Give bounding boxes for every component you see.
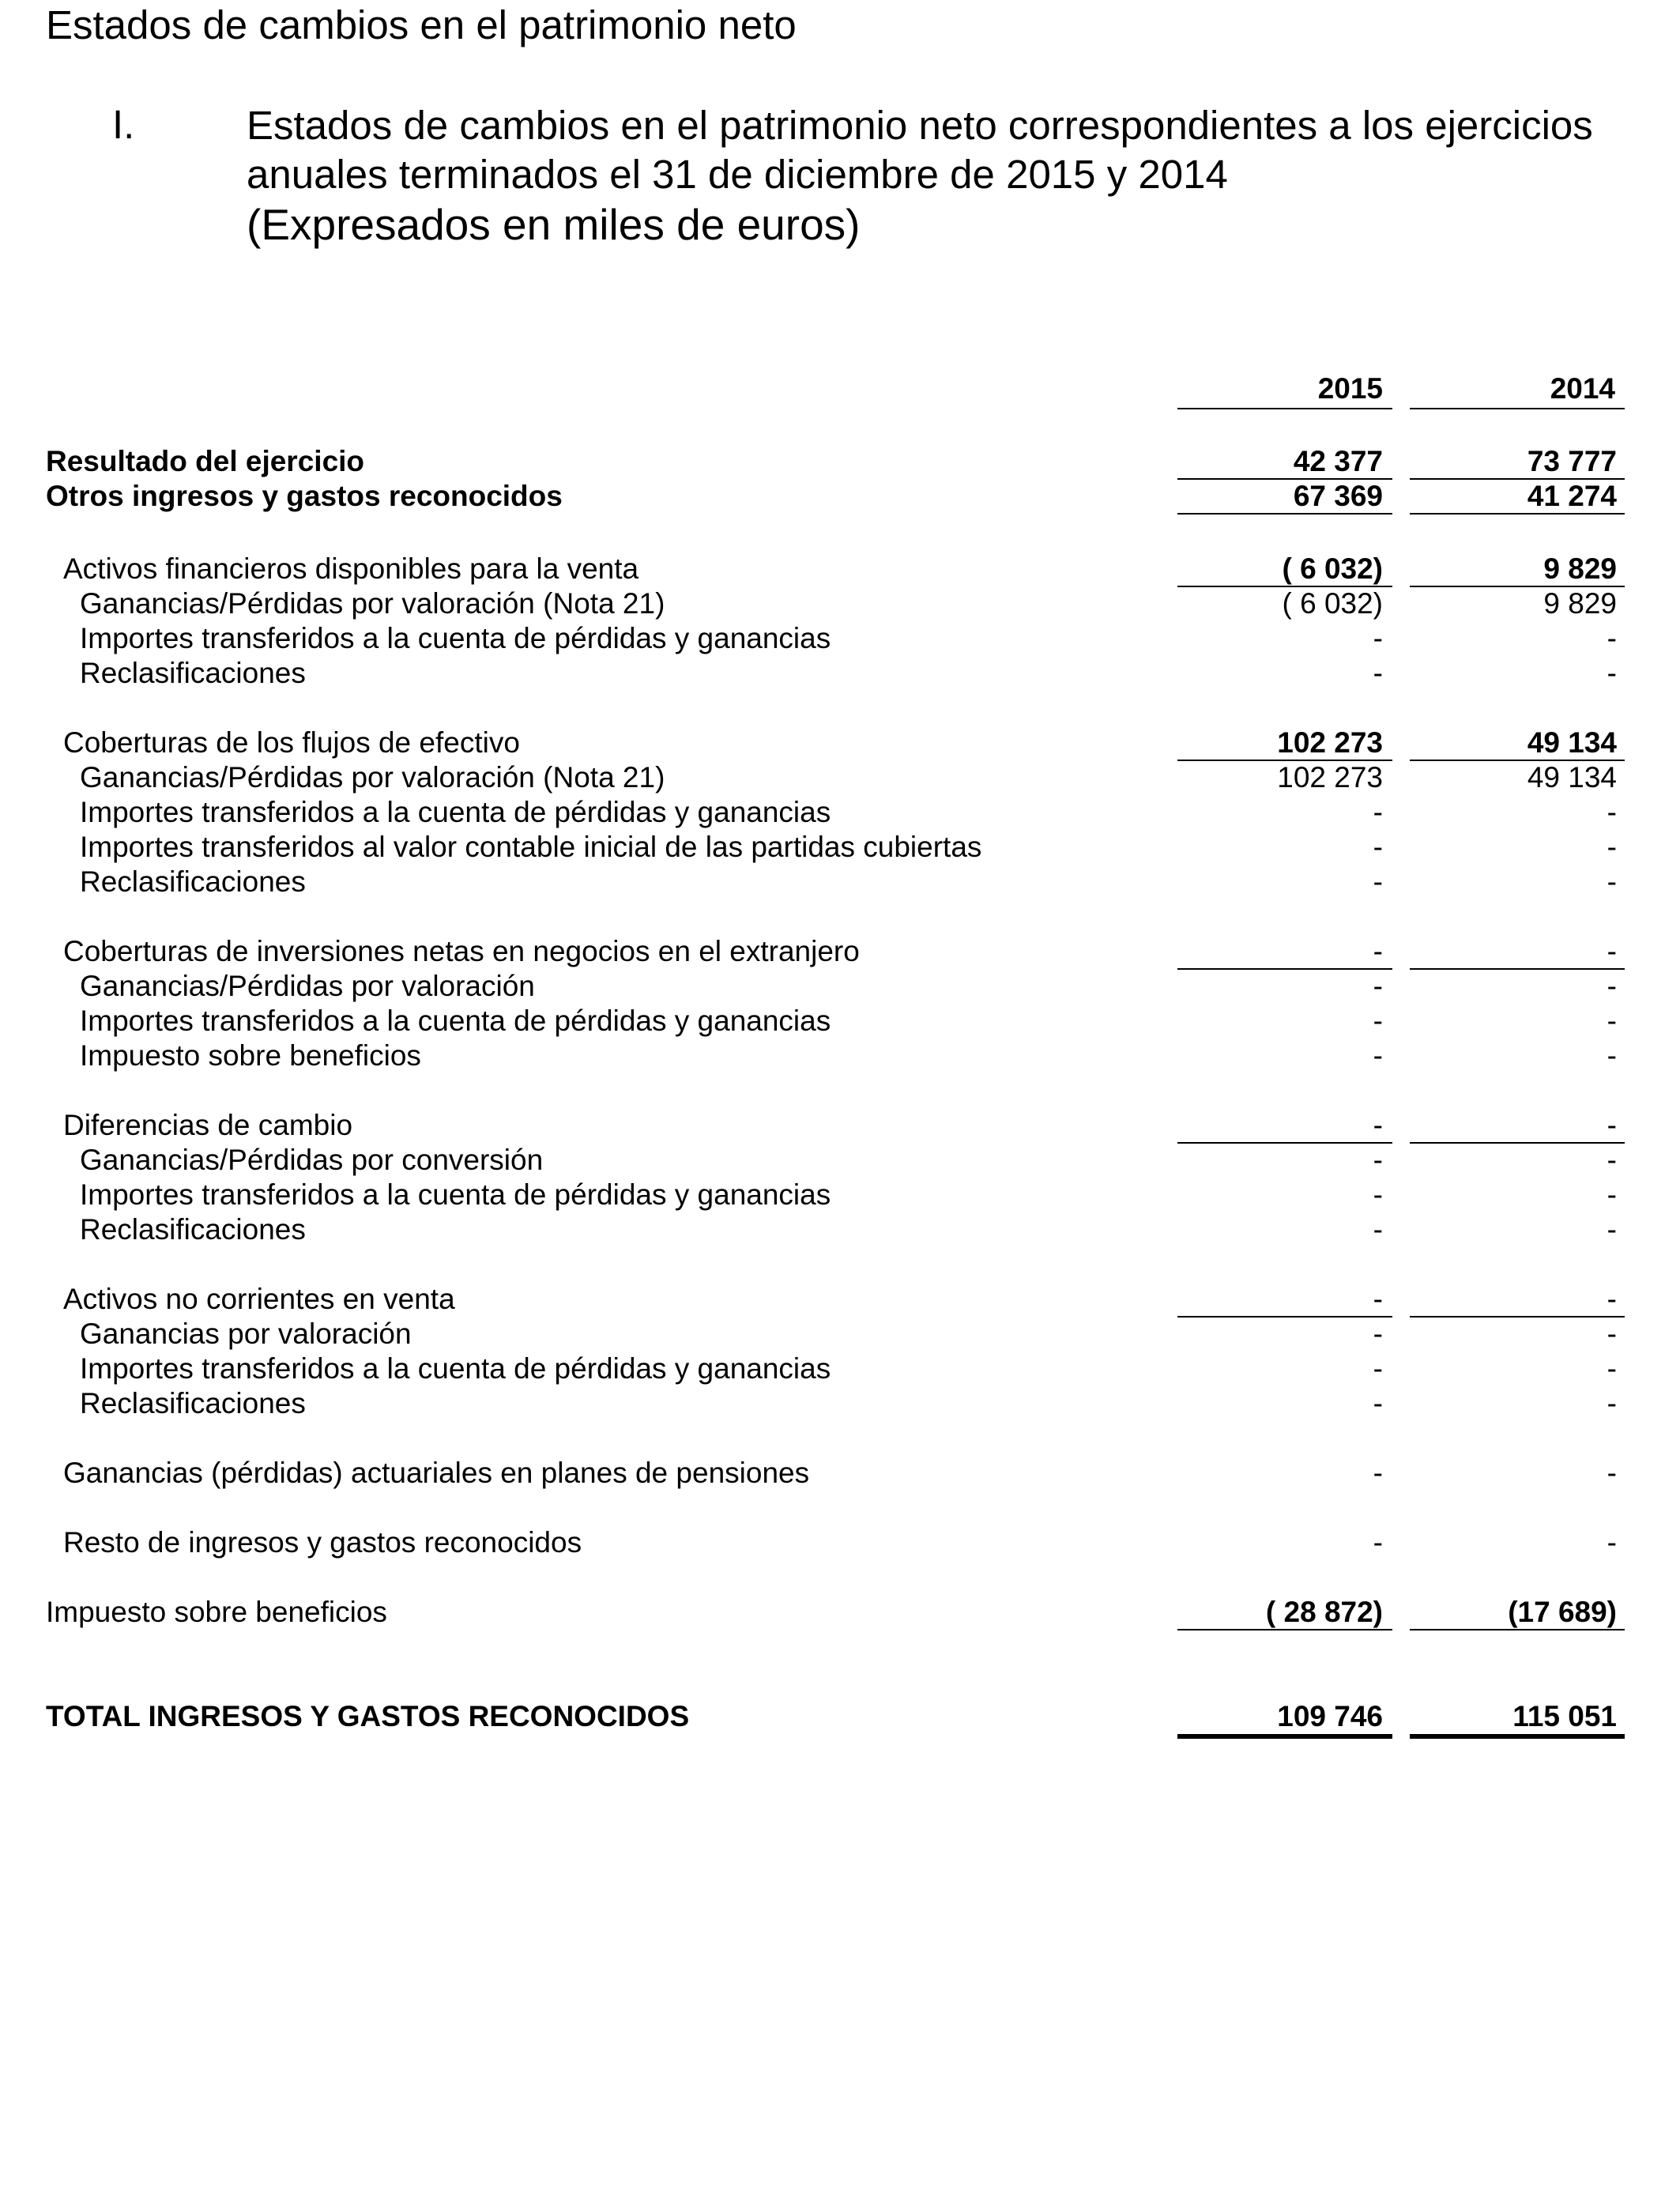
row-label: Coberturas de los flujos de efectivo <box>63 726 520 759</box>
value-2014: - <box>1607 1213 1617 1246</box>
table-row <box>0 760 1680 795</box>
table-row <box>0 444 1680 479</box>
value-2014: - <box>1607 1457 1617 1489</box>
row-label: Ganancias/Pérdidas por conversión <box>80 1144 544 1176</box>
column-header-2014: 2014 <box>1410 371 1625 409</box>
value-2015: - <box>1373 1005 1383 1037</box>
row-label: Importes transferidos a la cuenta de pérdidas y ganancias <box>80 1005 831 1037</box>
value-2014: - <box>1607 1039 1617 1072</box>
value-2014: 9 829 <box>1543 587 1617 620</box>
value-2014: - <box>1607 1352 1617 1385</box>
table-row <box>0 479 1680 514</box>
table-row <box>0 830 1680 865</box>
value-2015: - <box>1373 1526 1383 1559</box>
row-label: Reclasificaciones <box>80 865 306 898</box>
value-2014: - <box>1410 1108 1625 1144</box>
table-row <box>0 1212 1680 1247</box>
section-title <box>247 101 1593 250</box>
table-row <box>0 1456 1680 1491</box>
row-label: Impuesto sobre beneficios <box>80 1039 421 1072</box>
table-row <box>0 1108 1680 1143</box>
row-label: Otros ingresos y gastos reconocidos <box>46 480 563 512</box>
table-row <box>0 726 1680 760</box>
row-label: Resto de ingresos y gastos reconocidos <box>63 1526 582 1559</box>
value-2015: - <box>1373 970 1383 1002</box>
value-2014: - <box>1607 1318 1617 1350</box>
table-row <box>0 1525 1680 1560</box>
table-row <box>0 621 1680 656</box>
value-2014: - <box>1607 1005 1617 1037</box>
table-row <box>0 1004 1680 1039</box>
value-2015: ( 28 872) <box>1177 1595 1392 1630</box>
row-label: Coberturas de inversiones netas en negocios en el extranjero <box>63 935 860 967</box>
row-label: TOTAL INGRESOS Y GASTOS RECONOCIDOS <box>46 1700 690 1732</box>
value-2015: 42 377 <box>1177 444 1392 480</box>
value-2015: ( 6 032) <box>1177 552 1392 587</box>
table-row <box>0 1386 1680 1421</box>
value-2015: - <box>1373 865 1383 898</box>
value-2014: 49 134 <box>1527 761 1617 794</box>
row-label: Ganancias/Pérdidas por valoración <box>80 970 535 1002</box>
section-number: I. <box>112 102 135 147</box>
value-2015: - <box>1373 796 1383 828</box>
row-label: Importes transferidos a la cuenta de pérdidas y ganancias <box>80 1178 831 1211</box>
value-2015: - <box>1373 1039 1383 1072</box>
value-2015: 109 746 <box>1177 1699 1392 1739</box>
value-2015: 67 369 <box>1177 479 1392 515</box>
table-row <box>0 552 1680 586</box>
value-2015: 102 273 <box>1177 726 1392 761</box>
table-row <box>0 1178 1680 1212</box>
value-2015: - <box>1373 1457 1383 1489</box>
table-row-total <box>0 1699 1680 1734</box>
value-2014: - <box>1607 865 1617 898</box>
value-2015: - <box>1373 1352 1383 1385</box>
table-row <box>0 795 1680 830</box>
value-2015: - <box>1177 1282 1392 1318</box>
row-label: Importes transferidos a la cuenta de pérdidas y ganancias <box>80 796 831 828</box>
value-2015: - <box>1373 1213 1383 1246</box>
units-note: (Expresados en miles de euros) <box>247 200 861 249</box>
value-2014: - <box>1607 796 1617 828</box>
table-row <box>0 1351 1680 1386</box>
value-2014: - <box>1607 1178 1617 1211</box>
value-2015: - <box>1373 1144 1383 1176</box>
value-2015: - <box>1373 657 1383 689</box>
table-row <box>0 586 1680 621</box>
row-label: Activos financieros disponibles para la venta <box>63 552 639 585</box>
row-label: Reclasificaciones <box>80 1213 306 1246</box>
row-label: Ganancias (pérdidas) actuariales en planes de pensiones <box>63 1457 810 1489</box>
value-2014: - <box>1607 1387 1617 1419</box>
row-label: Impuesto sobre beneficios <box>46 1596 387 1628</box>
table-row <box>0 1143 1680 1178</box>
table-row <box>0 934 1680 969</box>
row-label: Ganancias/Pérdidas por valoración (Nota 21) <box>80 587 665 620</box>
value-2015: - <box>1373 622 1383 654</box>
value-2014: - <box>1410 1282 1625 1318</box>
column-header-2015: 2015 <box>1177 371 1392 409</box>
row-label: Importes transferidos a la cuenta de pérdidas y ganancias <box>80 1352 831 1385</box>
row-label: Activos no corrientes en venta <box>63 1283 455 1315</box>
value-2014: 115 051 <box>1410 1699 1625 1739</box>
row-label: Resultado del ejercicio <box>46 445 365 477</box>
row-label: Ganancias por valoración <box>80 1318 412 1350</box>
row-label: Ganancias/Pérdidas por valoración (Nota 21) <box>80 761 665 794</box>
value-2014: - <box>1607 970 1617 1002</box>
value-2014: - <box>1410 934 1625 970</box>
value-2014: 41 274 <box>1410 479 1625 515</box>
value-2015: ( 6 032) <box>1282 587 1383 620</box>
value-2015: - <box>1373 1387 1383 1419</box>
value-2015: - <box>1373 831 1383 863</box>
table-row <box>0 865 1680 899</box>
table-row <box>0 1039 1680 1073</box>
value-2014: (17 689) <box>1410 1595 1625 1630</box>
value-2015: - <box>1373 1318 1383 1350</box>
value-2015: - <box>1177 1108 1392 1144</box>
row-label: Reclasificaciones <box>80 1387 306 1419</box>
value-2014: 49 134 <box>1410 726 1625 761</box>
value-2015: - <box>1177 934 1392 970</box>
section-title-line-2: anuales terminados el 31 de diciembre de 2015 y 2014 <box>247 152 1228 197</box>
value-2014: - <box>1607 657 1617 689</box>
section-title-line-1: Estados de cambios en el patrimonio neto correspondientes a los ejercicios <box>247 103 1593 148</box>
table-row <box>0 969 1680 1004</box>
value-2014: - <box>1607 1144 1617 1176</box>
row-label: Importes transferidos al valor contable inicial de las partidas cubiertas <box>80 831 982 863</box>
row-label: Importes transferidos a la cuenta de pérdidas y ganancias <box>80 622 831 654</box>
value-2014: - <box>1607 1526 1617 1559</box>
row-label: Reclasificaciones <box>80 657 306 689</box>
value-2015: 102 273 <box>1277 761 1383 794</box>
value-2015: - <box>1373 1178 1383 1211</box>
page-heading: Estados de cambios en el patrimonio neto <box>46 2 797 47</box>
row-label: Diferencias de cambio <box>63 1109 353 1141</box>
value-2014: - <box>1607 622 1617 654</box>
value-2014: 9 829 <box>1410 552 1625 587</box>
value-2014: - <box>1607 831 1617 863</box>
value-2014: 73 777 <box>1410 444 1625 480</box>
table-row <box>0 1282 1680 1317</box>
table-row <box>0 656 1680 691</box>
table-row <box>0 1595 1680 1630</box>
table-row <box>0 1317 1680 1351</box>
